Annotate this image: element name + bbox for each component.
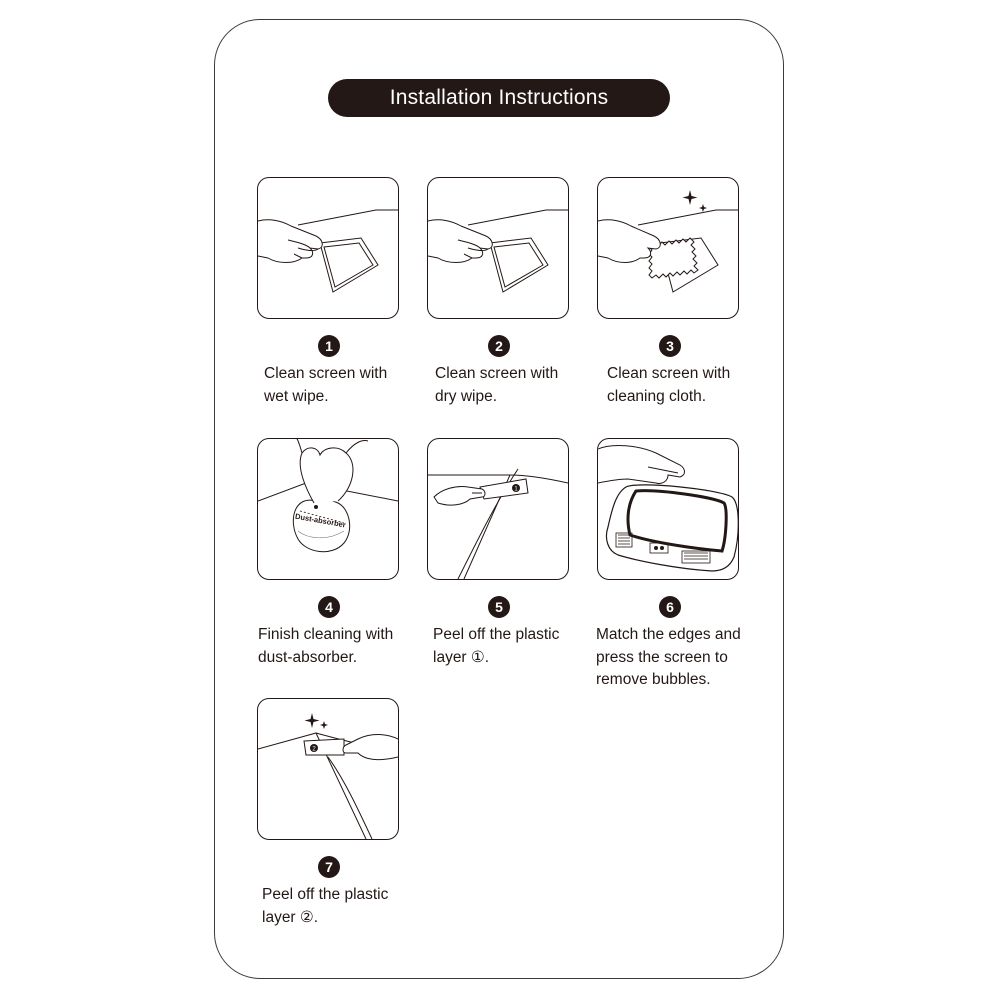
peel-layer-one-icon [428, 439, 568, 579]
step-1-line-1: Clean screen with [264, 365, 388, 382]
step-7-line-1: Peel off the plastic [262, 886, 389, 903]
layer-two-tab-label: 2 [312, 746, 316, 753]
step-5-line-1: Peel off the plastic [433, 626, 560, 643]
step-6-line-2: press the screen to [596, 648, 728, 666]
step-6-illustration [597, 438, 739, 580]
step-5-text [433, 624, 559, 669]
step-2-line-1: Clean screen with [435, 365, 559, 382]
step-1-number: 1 [318, 335, 340, 357]
step-2-illustration [427, 177, 569, 319]
page-title-text: Installation Instructions [389, 86, 609, 109]
step-7-line-2: layer ②. [262, 908, 319, 926]
step-1-illustration [257, 177, 399, 319]
step-4-line-2: dust-absorber. [258, 648, 358, 666]
step-5-line-2: layer ①. [433, 648, 490, 666]
step-3-text [607, 363, 730, 408]
dust-absorber-label: Dust-absorber [294, 511, 347, 530]
step-5-illustration [427, 438, 569, 580]
step-7-text [262, 884, 388, 929]
press-screen-device-icon [598, 439, 738, 579]
step-3-line-1: Clean screen with [607, 365, 731, 382]
cleaning-cloth-icon [598, 178, 738, 318]
hand-wiping-screen-icon [428, 178, 568, 318]
step-4-text [258, 624, 393, 669]
layer-one-tab-label: 1 [514, 486, 518, 493]
hand-wiping-screen-icon [258, 178, 398, 318]
step-6-number: 6 [659, 596, 681, 618]
step-4-number: 4 [318, 596, 340, 618]
step-6-line-3: remove bubbles. [596, 671, 711, 688]
step-3-illustration [597, 177, 739, 319]
peel-layer-two-icon [258, 699, 398, 839]
step-4-illustration [257, 438, 399, 580]
step-2-line-2: dry wipe. [435, 387, 498, 405]
step-3-number: 3 [659, 335, 681, 357]
step-4-line-1: Finish cleaning with [258, 626, 394, 643]
step-1-text [264, 363, 387, 408]
step-7-number: 7 [318, 856, 340, 878]
step-6-text [596, 624, 741, 692]
page-title [328, 79, 670, 117]
dust-absorber-icon [258, 439, 398, 579]
step-7-illustration [257, 698, 399, 840]
step-2-number: 2 [488, 335, 510, 357]
step-3-line-2: cleaning cloth. [607, 387, 707, 405]
step-5-number: 5 [488, 596, 510, 618]
step-2-text [435, 363, 558, 408]
step-1-line-2: wet wipe. [264, 387, 329, 405]
step-6-line-1: Match the edges and [596, 626, 741, 643]
